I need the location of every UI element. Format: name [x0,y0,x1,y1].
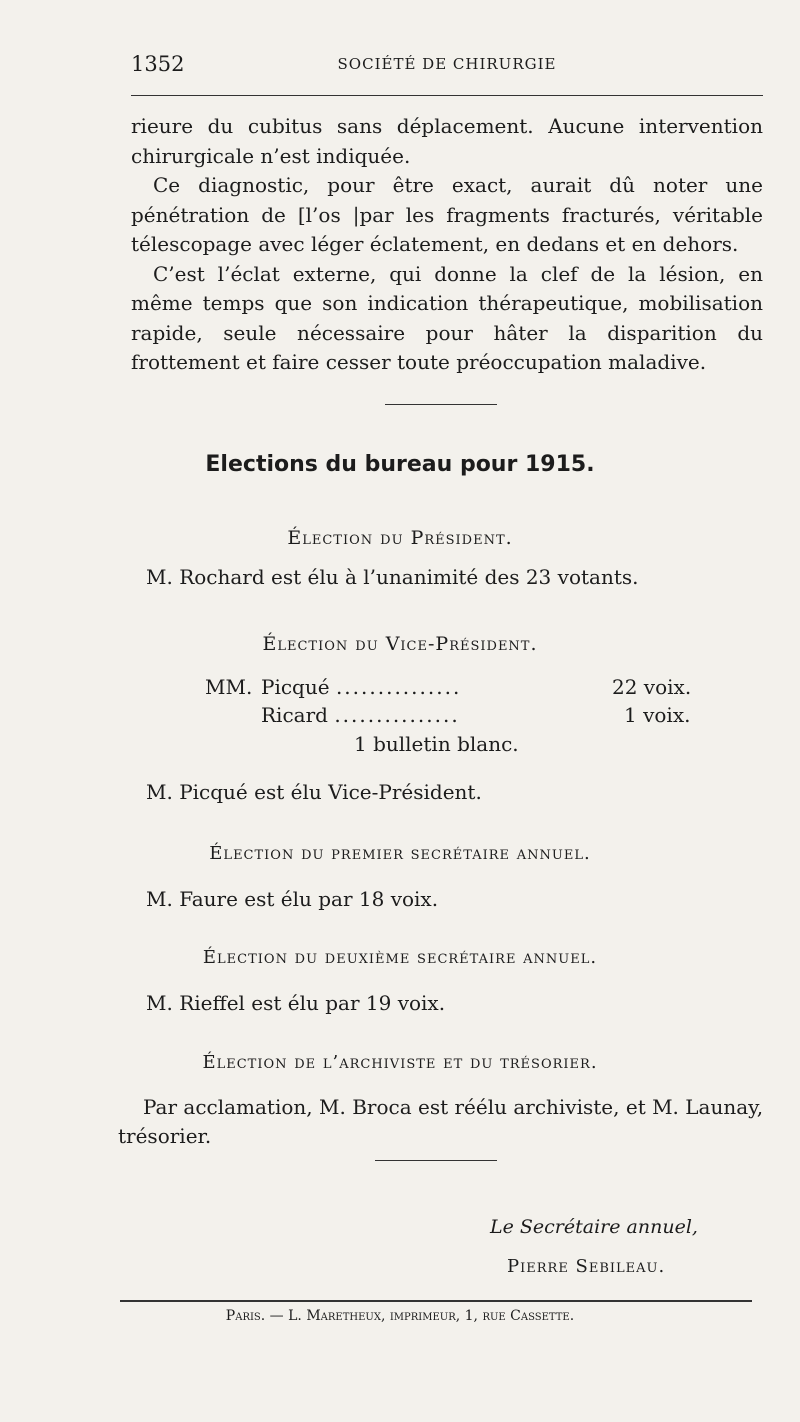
vice-president-result: M. Picqué est élu Vice-Président. [146,780,482,804]
section-separator [385,404,497,405]
paragraph-3: C’est l’éclat externe, qui donne la clef de la lésion, en même temps que son indication thérapeutique, mobilisation rapide, seule nécessaire pour hâter la disparition du frottement et faire cesser toute préoccupation maladive. [131,261,763,374]
president-text: M. Rochard est élu à l’unanimité des 23 votants. [146,565,639,589]
vote-count: 1 voix. [624,703,691,727]
second-secretary-heading: Élection du deuxième secrétaire annuel. [202,947,598,968]
body-text [131,112,763,378]
vote-count: 22 voix. [612,675,692,699]
candidate-name: Ricard [261,703,328,727]
blank-ballot: 1 bulletin blanc. [354,732,519,756]
paragraph-2: Ce diagnostic, pour être exact, aurait dû noter une pénétration de [l’os |par les fragments fracturés, véritable télescopage avec léger éclatement, en dedans et en dehors. [131,173,763,256]
footer-rule [120,1300,752,1302]
section-title: Elections du bureau pour 1915. [205,452,595,477]
page-header [131,52,763,82]
first-secretary-text: M. Faure est élu par 18 voix. [146,887,439,911]
archivist-text-line-2: trésorier. [118,1124,212,1148]
signature-name: Pierre Sebileau. [507,1256,666,1277]
dot-leader: ............... [334,703,460,727]
signature-role: Le Secrétaire annuel, [490,1216,698,1238]
candidate-name: Picqué [261,675,330,699]
vote-row [261,675,461,699]
closing-separator [375,1160,497,1161]
vice-prefix: MM. [205,675,253,699]
president-heading: Élection du Président. [287,527,513,549]
printer-imprint: Paris. — L. Maretheux, imprimeur, 1, rue Cassette. [225,1308,575,1324]
dot-leader: ............... [335,675,462,699]
page-number: 1352 [131,52,185,76]
vote-row [261,703,460,727]
header-rule [131,95,763,96]
running-title: SOCIÉTÉ DE CHIRURGIE [337,55,557,73]
second-secretary-text: M. Rieffel est élu par 19 voix. [146,991,446,1015]
archivist-heading: Élection de l’archiviste et du trésorier. [202,1052,598,1073]
first-secretary-heading: Élection du premier secrétaire annuel. [209,843,591,864]
archivist-text-line-1: Par acclamation, M. Broca est réélu archiviste, et M. Launay, [143,1095,764,1119]
vice-president-heading: Élection du Vice-Président. [262,633,538,655]
paragraph-1: rieure du cubitus sans déplacement. Aucune intervention chirurgicale n’est indiquée. [131,114,763,168]
